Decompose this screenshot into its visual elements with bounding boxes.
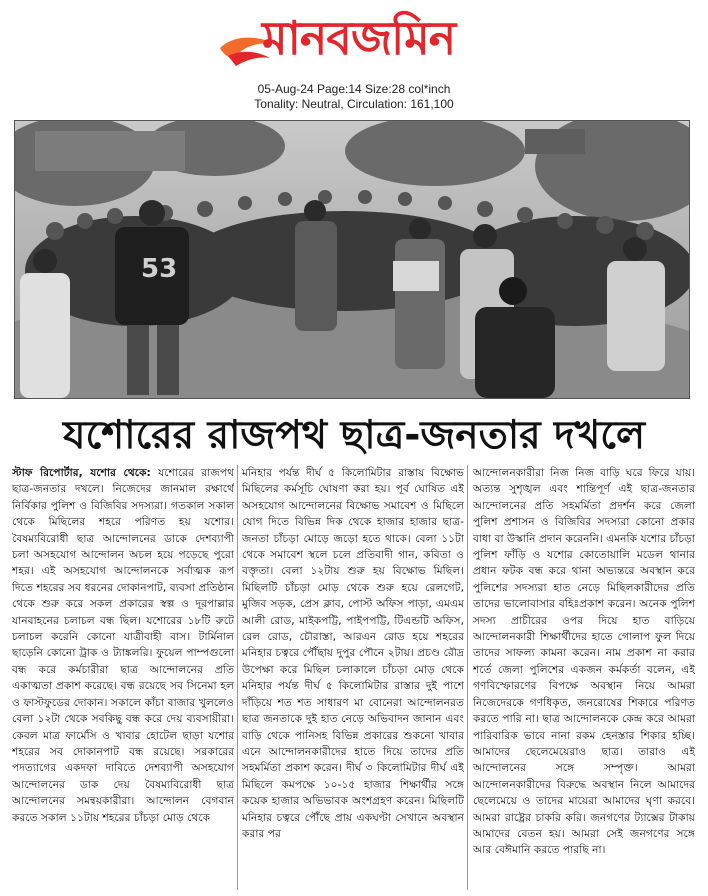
photo-shirt-number: 53 — [141, 254, 178, 284]
protest-photo — [14, 120, 690, 399]
masthead — [0, 6, 708, 78]
clipping-meta-line1: 05-Aug-24 Page:14 Size:28 col*inch — [257, 82, 451, 96]
article-column-3-text: আন্দোলনকারীরা নিজ নিজ বাড়ি ঘরে ফিরে যায়। অত্যন্ত সুশৃঙ্খল এবং শান্তিপূর্ণ এই ছাত্র-জনতার আন্দোলনের প্রতি সহমর্মিতা প্রদর্শন করে জেলা পুলিশ প্রশাসন ও বিজিবির সদস্যরা কোনো প্রকার বাধা বা উস্কানি প্রদান করেননি। এমনকি যশোর চাঁচড়া পুলিশ ফাঁড়ি ও যশোর কোতোয়ালি মডেল থানার প্রধান ফটক বন্ধ করে থানা অভ্যন্তরে অবস্থান করে পুলিশের সদস্যরা হাত নেড়ে মিছিলকারীদের প্রতি তাদের ভালোবাসার বহিঃপ্রকাশ করেন। অনেক পুলিশ সদস্য প্রাচীরের ওপর দিয়ে হাত বাড়িয়ে আন্দোলনকারী শিক্ষার্থীদের হাতে গোলাপ ফুল দিয়ে তাদের সাফল্য কামনা করেন। নাম প্রকাশ না করার শর্তে জেলা পুলিশের একজন কর্মকর্তা বলেন, এই গণবিস্ফোরণের বিপক্ষে অবস্থান নিয়ে আমরা নিজেদেরকে গণধিকৃত, জনরোষের শিকারে পরিণত করতে পারি না। ছাত্র আন্দোলনকে কেন্দ্র করে আমরা পারিবারিক ভাবে নানা রকম হেনস্তার শিকার হচ্ছি। আমাদের ছেলেমেয়েরাও ছাত্র। তারাও এই আন্দোলনের সঙ্গে সম্পৃক্ত। আমরা আন্দোলনকারীদের বিরুদ্ধে অবস্থান নিলে আমাদের ছেলেমেয়ে ও তাদের মায়েরা আমাদের ঘৃণা করবে। আমরা রাষ্ট্রের চাকরি করি। জনগণের ট্যাক্সের টাকায় আমাদের বেতন হয়। আমরা সেই জনগণের সঙ্গে আর বেঈমানি করতে পারছি না। — [473, 466, 695, 857]
clipping-meta-line2: Tonality: Neutral, Circulation: 161,100 — [254, 97, 454, 111]
column-divider — [467, 465, 468, 890]
article-column-1 — [12, 465, 234, 893]
article-byline: স্টাফ রিপোর্টার, যশোর থেকে: — [12, 466, 151, 479]
masthead-logo: মানবজমিন — [262, 11, 456, 65]
article-column-2-text: মনিহার পর্যন্ত দীর্ঘ ৫ কিলোমিটার রাস্তায় বিক্ষোভ মিছিলের কর্মসূচি ঘোষণা করা হয়। পূর্ব ঘোষিত এই অসহযোগ আন্দোলনের বিক্ষোভ সমাবেশ ও মিছিলে যোগ দিতে বিভিন্ন দিক থেকে হাজার হাজার ছাত্র-জনতা চাঁচড়া মোড়ে জড়ো হতে থাকে। বেলা ১১টা থেকে সমাবেশ স্থলে চলে প্রতিবাদী গান, কবিতা ও বক্তৃতা। বেলা ১২টায় শুরু হয় বিক্ষোভ মিছিল। মিছিলটি চাঁচড়া মোড় থেকে শুরু হয়ে রেলগেট, মুজিব সড়ক, প্রেস ক্লাব, পোস্ট অফিস পাড়া, এমএম আলী রোড, মাইকপট্টি, পাইপপট্টি, টিএন্ডটি অফিস, রেল রোড, চৌরাস্তা, আরএন রোড হয়ে শহরের মনিহার চত্বরে পৌঁছায় দুপুর পৌনে ২টায়। প্রচণ্ড রৌদ্র উপেক্ষা করে মিছিল চলাকালে চাঁচড়া মোড় থেকে মনিহার পর্যন্ত দীর্ঘ ৫ কিলোমিটার রাস্তার দুই পাশে দাঁড়িয়ে শত শত সাধারণ মা বোনেরা আন্দোলনরত ছাত্র জনতাকে দুই হাত নেড়ে অভিবাদন জানান এবং বাড়ি থেকে পানিসহ বিভিন্ন প্রকারের শুকনো খাবার এনে আন্দোলনকারীদের হাতে দিয়ে তাদের প্রতি সহমর্মিতা প্রকাশ করেন। দীর্ঘ ৩ কিলোমিটার দীর্ঘ এই মিছিলে কমপক্ষে ১০-১৫ হাজার শিক্ষার্থীর সঙ্গে কয়েক হাজার অভিভাবক অংশগ্রহণ করেন। মিছিলটি মনিহার চত্বরে পৌঁছে প্রায় একঘণ্টা সেখানে অবস্থান করার পর — [242, 466, 464, 840]
article-column-1-text: যশোরের রাজপথ ছাত্র-জনতার দখলে। নিজেদের জানমাল রক্ষার্থে নির্বিকার পুলিশ ও বিজিবির সদস্যরা। গতকাল সকাল থেকে মিছিলের শহরে পরিণত হয় যশোর। বৈষম্যবিরোধী ছাত্র আন্দোলনের ডাকে দেশব্যাপী চলা অসহযোগ আন্দোলন অচল হয়ে পড়েছে পুরো শহর। এই অসহযোগ আন্দোলনকে সর্বাত্মক রূপ দিতে শহরের সব ধরনের দোকানপাট, ব্যবসা প্রতিষ্ঠান থেকে শুরু করে সকল প্রকারের স্বল্প ও দূরপাল্লার যানবাহনের চলাচল বন্ধ ছিল। যশোরের ১৮টি রুটে চলাচল করেনি কোনো যাত্রীবাহী বাস। টার্মিনাল ছাড়েনি কোনো ট্রাক ও ট্যাঙ্কলরি। ফুয়েল পাম্পগুলো বন্ধ করে কর্মচারীরা ছাত্র আন্দোলনের প্রতি একাত্মতা প্রকাশ করেছে। বন্ধ রয়েছে সব সিনেমা হল ও ফাস্টফুডের দোকান। সকালে কাঁচা বাজার খুললেও বেলা ১২টা থেকে সবকিছু বন্ধ করে দেয় ব্যবসায়ীরা। কেবল মাত্র ফার্মেসি ও খাবার হোটেল ছাড়া যশোর শহরের সব দোকানপাট বন্ধ রয়েছে। সরকারের পদত্যাগের একদফা দাবিতে দেশব্যাপী অসহযোগ আন্দোলনের ডাক দেয় বৈষম্যবিরোধী ছাত্র আন্দোলনের সমন্বয়কারীরা। আন্দোলন বেগবান করতে সকাল ১১টায় শহরের চাঁচড়া মোড় থেকে — [12, 466, 234, 824]
article-headline: যশোরের রাজপথ ছাত্র-জনতার দখলে — [62, 413, 646, 458]
protest-photo-illustration — [15, 121, 689, 398]
article-column-3 — [473, 465, 695, 893]
article-column-2 — [242, 465, 464, 893]
column-divider — [237, 465, 238, 890]
